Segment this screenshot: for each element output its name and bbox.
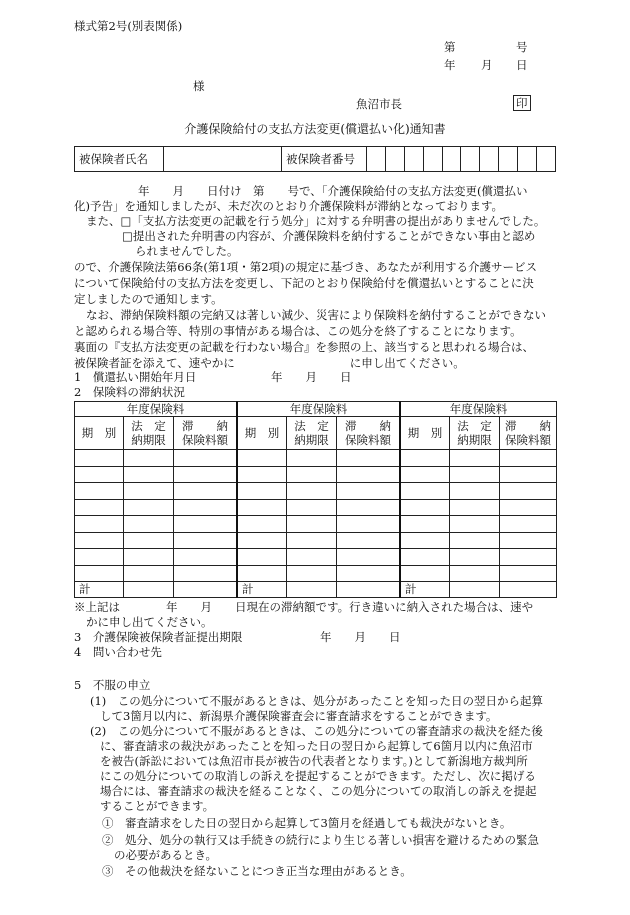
insured-number-digit[interactable] [537, 147, 556, 172]
arrears-row [75, 466, 557, 483]
appeal-case-2-line1: ② 処分、処分の執行又は手続きの続行により生じる著しい損害を避けるための緊急 [102, 833, 539, 847]
arrears-row [75, 450, 557, 467]
due-date-cell[interactable] [124, 532, 174, 549]
appeal-s2-line2: に、審査請求の裁決があったことを知った日の翌日から起算して6箇月以内に魚沼市 [100, 739, 533, 753]
period-cell[interactable] [237, 516, 287, 533]
period-cell[interactable] [75, 466, 124, 483]
appeal-case-3: ③ その他裁決を経ないことにつき正当な理由があるとき。 [102, 864, 412, 878]
due-date-cell[interactable] [124, 499, 174, 516]
arrears-row [75, 483, 557, 500]
period-cell[interactable] [400, 516, 450, 533]
note-line2: かに申し出てください。 [86, 615, 213, 629]
amount-cell[interactable] [337, 565, 401, 582]
due-date-cell[interactable] [450, 516, 500, 533]
due-date-cell[interactable] [287, 532, 337, 549]
seal-stamp: 印 [513, 95, 531, 111]
total-label: 計 [75, 582, 124, 597]
period-cell[interactable] [237, 450, 287, 467]
due-date-cell[interactable] [450, 565, 500, 582]
period-cell[interactable] [75, 499, 124, 516]
col-period-header: 期 別 [237, 417, 287, 450]
amount-cell[interactable] [337, 516, 401, 533]
item1-date: 年 月 日 [271, 370, 352, 384]
due-date-cell[interactable] [124, 516, 174, 533]
body-p1-line1: 年 月 日付け 第 号で、「介護保険給付の支払方法変更(償還払い [138, 184, 528, 198]
insured-number-digit[interactable] [385, 147, 404, 172]
insured-info-table [74, 146, 556, 172]
appeal-s2-line5: 場合には、審査請求の裁決を経ることなく、この処分についての取消しの訴えを提起 [100, 784, 537, 798]
due-date-cell[interactable] [124, 450, 174, 467]
arrears-row [75, 516, 557, 533]
appeal-s2-line3: を被告(訴訟においては魚沼市長が被告の代表者となります。)として新潟地方裁判所 [100, 754, 528, 768]
addressee-suffix: 様 [193, 79, 205, 93]
col-period-header: 期 別 [75, 417, 124, 450]
insured-number-digit[interactable] [518, 147, 537, 172]
doc-number-dai: 第 [444, 40, 456, 54]
fiscal-year-header: 年度保険料 [237, 402, 400, 417]
amount-cell[interactable] [500, 466, 557, 483]
amount-cell[interactable] [337, 499, 401, 516]
due-date-cell[interactable] [450, 549, 500, 566]
total-label: 計 [237, 582, 287, 597]
insured-number-digit[interactable] [461, 147, 480, 172]
amount-cell[interactable] [500, 549, 557, 566]
due-date-cell[interactable] [450, 466, 500, 483]
period-cell[interactable] [237, 466, 287, 483]
period-cell[interactable] [400, 466, 450, 483]
total-label: 計 [400, 582, 450, 597]
body-p4-line3: 裏面の『支払方法変更の記載を行わない場合』を参照の上、該当すると思われる場合は、 [74, 340, 534, 354]
period-cell[interactable] [75, 516, 124, 533]
body-p2-line2: □提出された弁明書の内容が、介護保険料を納付することができない事由と認め [122, 229, 536, 243]
amount-cell[interactable] [500, 483, 557, 500]
due-date-cell[interactable] [124, 565, 174, 582]
appeal-case-2-line2: の必要があるとき。 [114, 848, 218, 862]
appeal-s2-line1: (2) この処分について不服があるときは、この処分についての審査請求の裁決を経た後 [90, 724, 543, 738]
amount-cell[interactable] [337, 466, 401, 483]
due-date-cell[interactable] [450, 450, 500, 467]
amount-cell[interactable] [174, 450, 238, 467]
due-date-cell[interactable] [287, 499, 337, 516]
period-cell[interactable] [400, 483, 450, 500]
due-date-cell[interactable] [287, 565, 337, 582]
period-cell[interactable] [237, 549, 287, 566]
body-p3-line3: 定しましたので通知します。 [74, 292, 223, 306]
item4-label: 4 問い合わせ先 [74, 645, 162, 659]
body-p4-line2: と認められる場合等、特別の事情がある場合は、この処分を終了することになります。 [74, 324, 522, 338]
insured-number-digit[interactable] [423, 147, 442, 172]
insured-number-digit[interactable] [442, 147, 461, 172]
amount-cell[interactable] [500, 499, 557, 516]
body-p2-line3: られませんでした。 [135, 244, 239, 258]
period-cell[interactable] [75, 565, 124, 582]
form-id: 様式第2号(別表関係) [74, 19, 183, 33]
arrears-row [75, 532, 557, 549]
insured-number-digit[interactable] [367, 147, 386, 172]
insured-number-digit[interactable] [480, 147, 499, 172]
due-date-cell[interactable] [124, 483, 174, 500]
period-cell[interactable] [237, 499, 287, 516]
arrears-table [74, 401, 557, 598]
insured-name-label: 被保険者氏名 [75, 147, 164, 172]
total-cell[interactable] [124, 582, 174, 597]
period-cell[interactable] [237, 532, 287, 549]
body-p3-line1: ので、介護保険法第66条(第1項・第2項)の規定に基づき、あなたが利用する介護サービス [74, 260, 538, 274]
amount-cell[interactable] [337, 532, 401, 549]
item3-date: 年 月 日 [320, 630, 401, 644]
amount-cell[interactable] [500, 450, 557, 467]
appeal-s2-line4: にこの処分についての取消しの訴えを提起することができます。ただし、次に掲げる [100, 769, 536, 783]
period-cell[interactable] [75, 483, 124, 500]
period-cell[interactable] [400, 565, 450, 582]
amount-cell[interactable] [174, 532, 238, 549]
period-cell[interactable] [400, 549, 450, 566]
item1-label: 1 償還払い開始年月日 [74, 370, 197, 384]
date-day: 日 [516, 58, 528, 72]
period-cell[interactable] [237, 565, 287, 582]
appeal-s1-line1: (1) この処分について不服があるときは、処分があったことを知った日の翌日から起算 [90, 694, 543, 708]
insured-number-digit[interactable] [499, 147, 518, 172]
period-cell[interactable] [237, 483, 287, 500]
amount-cell[interactable] [174, 516, 238, 533]
amount-cell[interactable] [500, 565, 557, 582]
col-amount-header: 滞 納 保険料額 [500, 417, 557, 450]
amount-cell[interactable] [337, 450, 401, 467]
period-cell[interactable] [400, 450, 450, 467]
item3-label: 3 介護保険被保険者証提出期限 [74, 630, 243, 644]
due-date-cell[interactable] [287, 516, 337, 533]
appeal-s2-line6: することができます。 [100, 799, 215, 813]
doc-number-go: 号 [516, 40, 528, 54]
col-due-header: 法 定 納期限 [450, 417, 500, 450]
period-cell[interactable] [400, 499, 450, 516]
body-p3-line2: について保険給付の支払方法を変更し、下記のとおり保険給付を償還払いとすることに決 [74, 276, 534, 290]
arrears-row [75, 565, 557, 582]
arrears-row [75, 499, 557, 516]
total-cell[interactable] [337, 582, 401, 597]
due-date-cell[interactable] [450, 532, 500, 549]
period-cell[interactable] [75, 549, 124, 566]
date-year: 年 [444, 58, 456, 72]
amount-cell[interactable] [174, 549, 238, 566]
amount-cell[interactable] [174, 565, 238, 582]
col-amount-header: 滞 納 保険料額 [337, 417, 401, 450]
body-p4-line4: 被保険者証を添えて、速やかに に申し出てください。 [74, 356, 465, 370]
amount-cell[interactable] [174, 483, 238, 500]
col-period-header: 期 別 [400, 417, 450, 450]
due-date-cell[interactable] [124, 549, 174, 566]
total-cell[interactable] [450, 582, 500, 597]
amount-cell[interactable] [337, 483, 401, 500]
item2-label: 2 保険料の滞納状況 [74, 385, 185, 399]
fiscal-year-header: 年度保険料 [75, 402, 238, 417]
due-date-cell[interactable] [124, 466, 174, 483]
period-cell[interactable] [400, 532, 450, 549]
insured-number-label: 被保険者番号 [282, 147, 367, 172]
insured-name-field[interactable] [164, 147, 282, 172]
arrears-row [75, 549, 557, 566]
issuer-name: 魚沼市長 [356, 97, 402, 111]
body-p4-line1: なお、滞納保険料額の完納又は著しい減少、災害により保険料を納付することができない [86, 308, 546, 322]
body-p1-line2: 化)予告」を通知しましたが、未だ次のとおり介護保険料が滞納となっております。 [74, 199, 504, 213]
due-date-cell[interactable] [287, 549, 337, 566]
total-cell[interactable] [500, 582, 557, 597]
note-line1: ※上記は 年 月 日現在の滞納額です。行き違いに納入された場合は、速や [74, 600, 534, 614]
col-due-header: 法 定 納期限 [124, 417, 174, 450]
col-amount-header: 滞 納 保険料額 [174, 417, 238, 450]
item5-label: 5 不服の申立 [74, 678, 151, 692]
period-cell[interactable] [75, 532, 124, 549]
amount-cell[interactable] [500, 532, 557, 549]
body-p2-line1: また、□「支払方法変更の記載を行う処分」に対する弁明書の提出がありませんでした。 [86, 214, 546, 228]
amount-cell[interactable] [174, 499, 238, 516]
due-date-cell[interactable] [450, 499, 500, 516]
period-cell[interactable] [75, 450, 124, 467]
due-date-cell[interactable] [287, 483, 337, 500]
amount-cell[interactable] [500, 516, 557, 533]
date-month: 月 [481, 58, 493, 72]
appeal-case-1: ① 審査請求をした日の翌日から起算して3箇月を経過しても裁決がないとき。 [102, 816, 512, 830]
document-title: 介護保険給付の支払方法変更(償還払い化)通知書 [184, 122, 446, 136]
due-date-cell[interactable] [287, 466, 337, 483]
appeal-s1-line2: して3箇月以内に、新潟県介護保険審査会に審査請求をすることができます。 [100, 709, 498, 723]
total-cell[interactable] [174, 582, 238, 597]
due-date-cell[interactable] [450, 483, 500, 500]
amount-cell[interactable] [337, 549, 401, 566]
fiscal-year-header: 年度保険料 [400, 402, 557, 417]
amount-cell[interactable] [174, 466, 238, 483]
total-cell[interactable] [287, 582, 337, 597]
due-date-cell[interactable] [287, 450, 337, 467]
insured-number-digit[interactable] [404, 147, 423, 172]
col-due-header: 法 定 納期限 [287, 417, 337, 450]
